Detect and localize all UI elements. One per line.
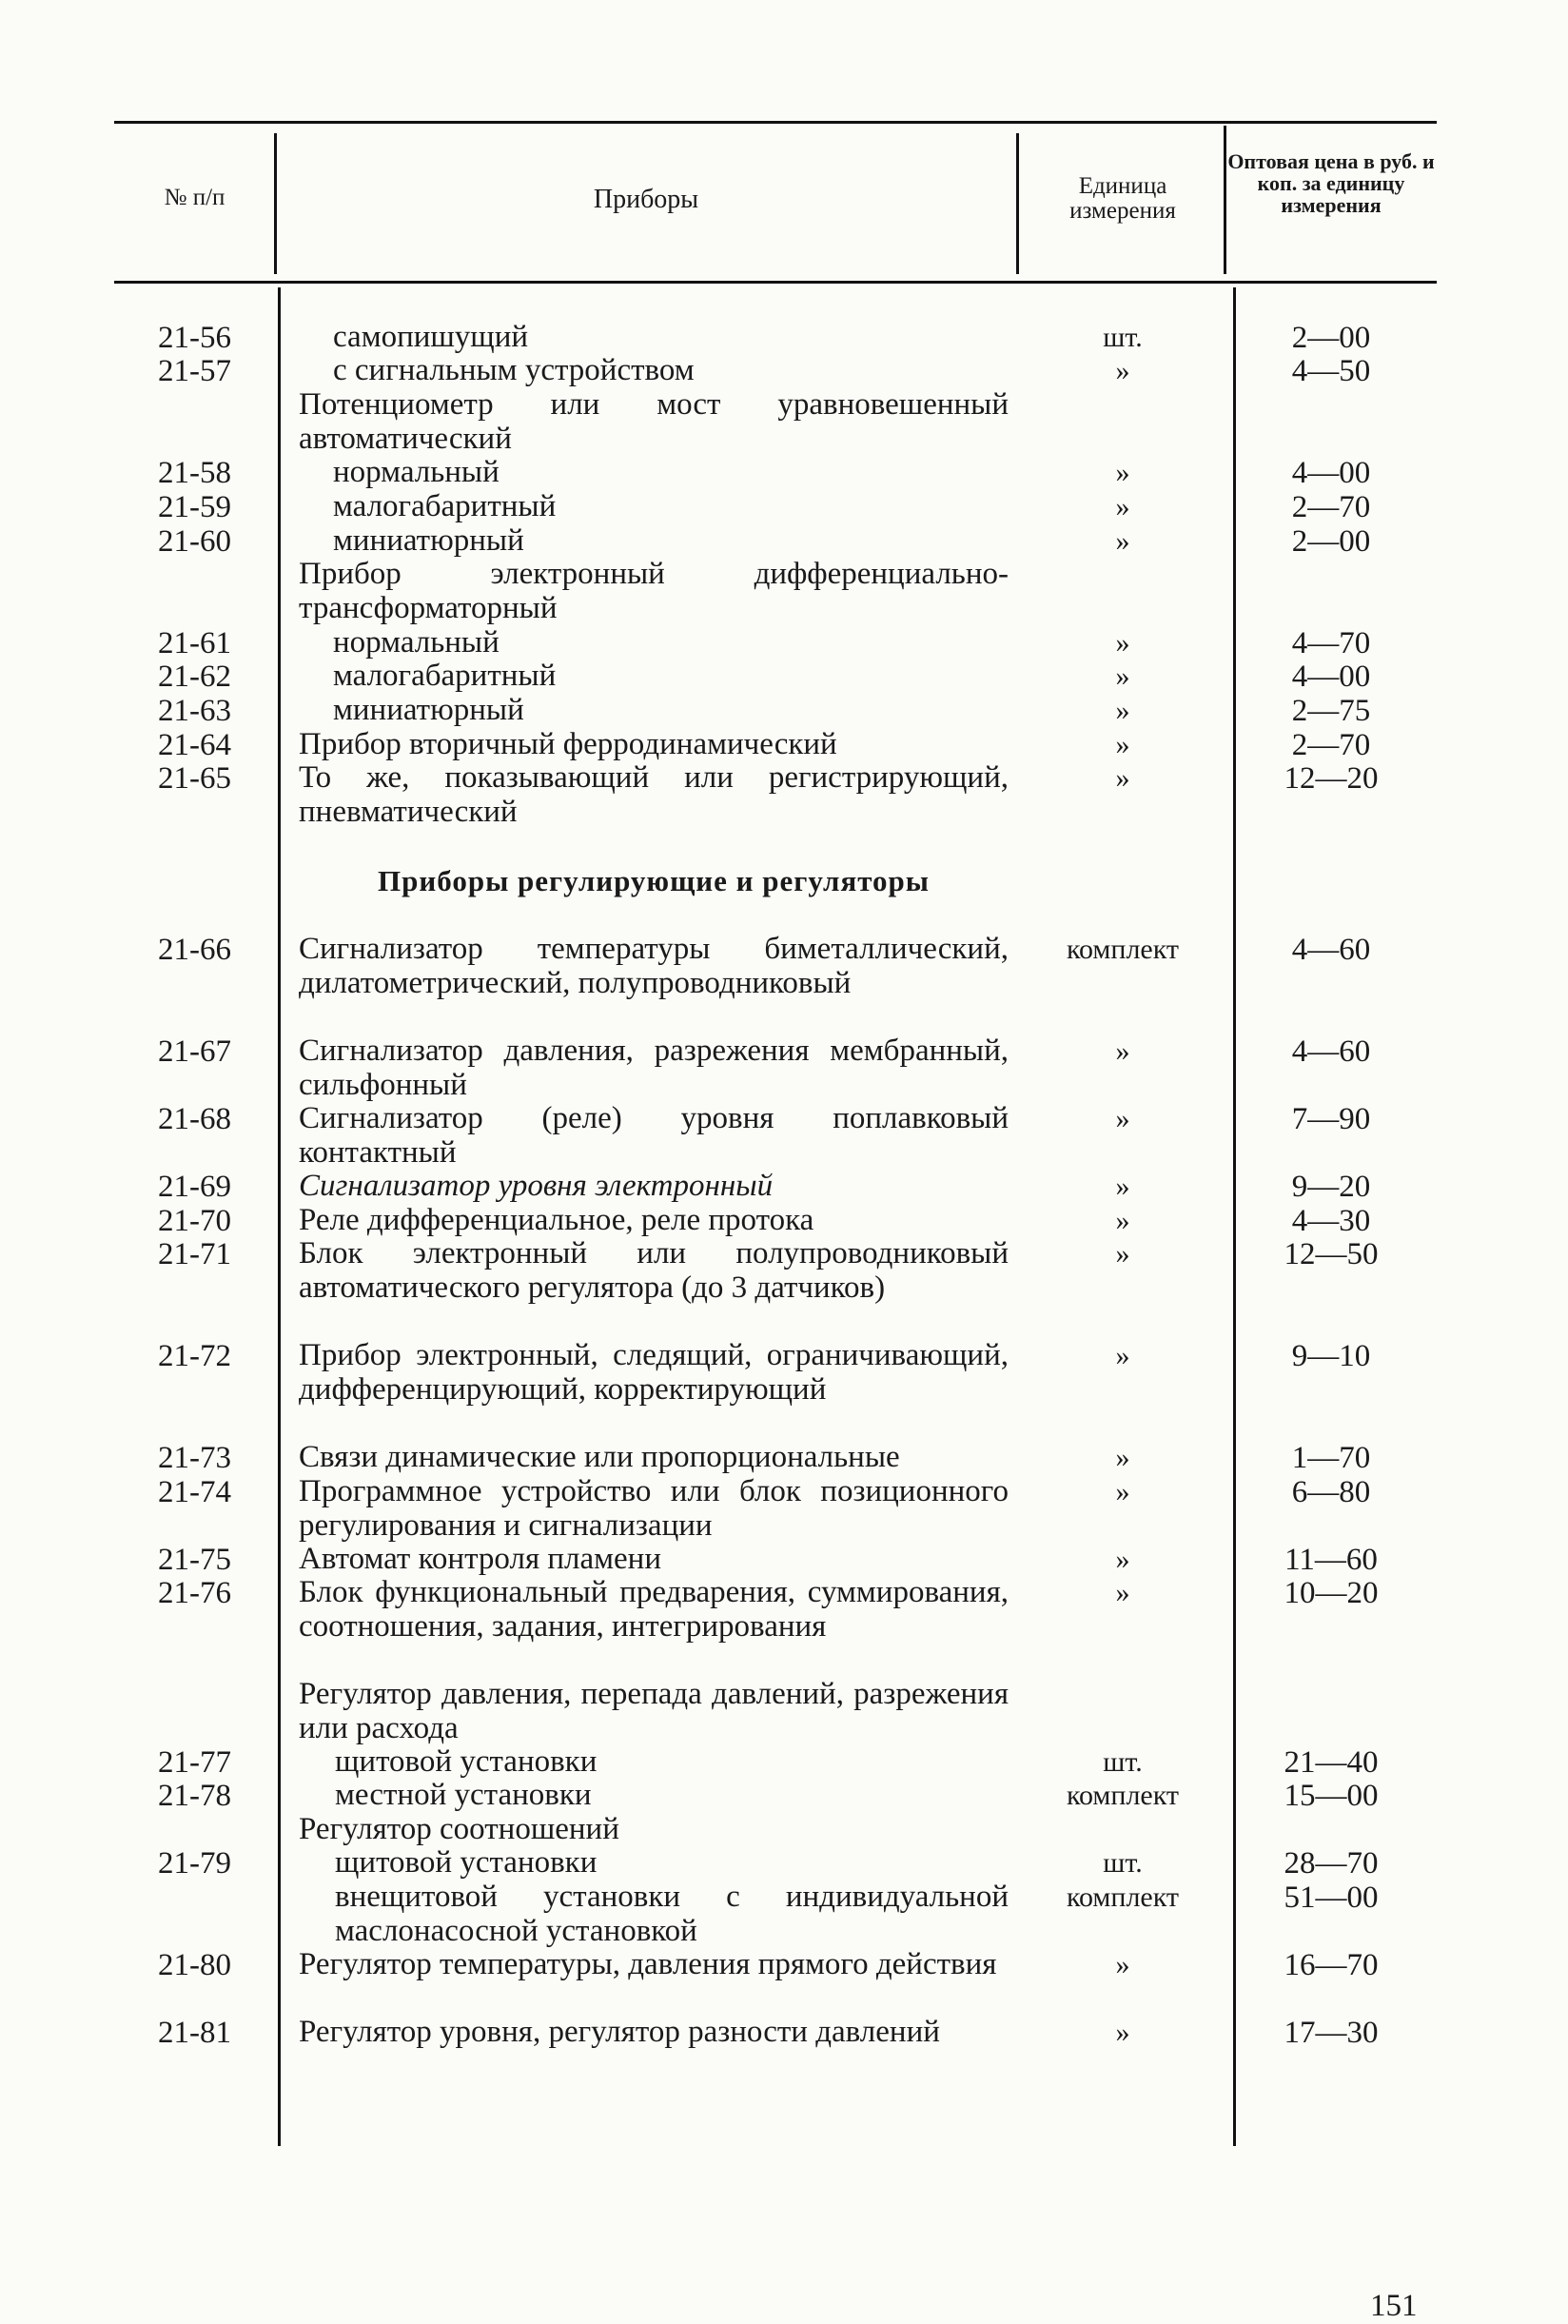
row-name: Сигнализатор давления, разрежения мембранный, сильфонный [299, 1034, 1009, 1102]
row-number: 21-68 [158, 1102, 231, 1136]
row-price: 4—00 [1291, 660, 1371, 694]
column-divider-1-body [278, 287, 281, 2146]
row-number: 21-60 [158, 524, 231, 559]
row-number: 21-75 [158, 1543, 231, 1577]
row-price: 11—60 [1284, 1543, 1378, 1577]
row-name: щитовой установки [335, 1845, 598, 1880]
row-name: Реле дифференциальное, реле протока [299, 1203, 814, 1237]
row-unit: » [1115, 491, 1130, 522]
row-unit: » [1115, 1238, 1130, 1270]
row-number: 21-57 [158, 354, 231, 388]
row-number: 21-62 [158, 660, 231, 694]
row-number: 21-74 [158, 1475, 231, 1509]
table-top-rule [114, 121, 1437, 124]
row-number: 21-77 [158, 1745, 231, 1780]
row-name: Регулятор давления, перепада давлений, разрежения или расхода [299, 1677, 1009, 1745]
header-bottom-rule [114, 281, 1437, 284]
row-number: 21-67 [158, 1034, 231, 1069]
row-unit: » [1115, 355, 1130, 386]
row-name: малогабаритный [333, 489, 557, 523]
row-price: 12—50 [1284, 1237, 1379, 1271]
row-name: щитовой установки [335, 1744, 598, 1779]
row-name: малогабаритный [333, 659, 557, 693]
row-price: 4—60 [1291, 933, 1371, 967]
row-price: 1—70 [1291, 1441, 1371, 1475]
row-name: Блок электронный или полупроводниковый автоматического регулятора (до 3 датчиков) [299, 1236, 1009, 1305]
row-price: 4—50 [1291, 354, 1371, 388]
row-price: 4—00 [1291, 456, 1371, 490]
row-name: местной установки [335, 1778, 592, 1812]
row-unit: комплект [1066, 934, 1180, 965]
row-unit: » [1115, 525, 1130, 557]
row-price: 15—00 [1284, 1779, 1379, 1813]
header-number: № п/п [164, 185, 225, 210]
row-name: Прибор электронный дифференциально-трансформаторный [299, 557, 1009, 625]
row-unit: » [1115, 1949, 1130, 1980]
row-unit: » [1115, 1577, 1130, 1608]
row-name: Сигнализатор температуры биметаллический, дилатометрический, полупроводниковый [299, 932, 1009, 1000]
row-price: 10—20 [1284, 1576, 1379, 1610]
row-number: 21-70 [158, 1204, 231, 1238]
row-number: 21-66 [158, 933, 231, 967]
row-name: Прибор электронный, следящий, ограничивающий, дифференцирующий, корректирующий [299, 1338, 1009, 1407]
row-name: Программное устройство или блок позиционного регулирования и сигнализации [299, 1474, 1009, 1543]
row-unit: » [1115, 457, 1130, 488]
header-price: Оптовая цена в руб. и коп. за единицу измерения [1227, 149, 1435, 218]
row-unit: шт. [1103, 1847, 1143, 1879]
row-price: 12—20 [1284, 761, 1379, 796]
row-unit: » [1115, 660, 1130, 692]
row-number: 21-80 [158, 1948, 231, 1982]
row-number: 21-58 [158, 456, 231, 490]
row-unit: » [1115, 695, 1130, 726]
row-unit: шт. [1103, 1746, 1143, 1778]
row-name: Связи динамические или пропорциональные [299, 1440, 900, 1474]
row-name: Потенциометр или мост уравновешенный автоматический [299, 387, 1009, 456]
column-divider-2 [1016, 133, 1019, 274]
page-number: 151 [1370, 2289, 1418, 2323]
row-number: 21-69 [158, 1170, 231, 1204]
row-unit: » [1115, 1103, 1130, 1134]
row-price: 9—10 [1291, 1339, 1371, 1373]
row-name: миниатюрный [333, 523, 524, 558]
row-number: 21-76 [158, 1576, 231, 1610]
row-price: 4—60 [1291, 1034, 1371, 1069]
row-unit: » [1115, 1205, 1130, 1236]
row-price: 51—00 [1284, 1881, 1379, 1915]
row-number: 21-72 [158, 1339, 231, 1373]
row-price: 2—00 [1291, 524, 1371, 559]
row-number: 21-56 [158, 321, 231, 355]
row-number: 21-71 [158, 1237, 231, 1271]
row-price: 4—70 [1291, 626, 1371, 660]
row-name: самопишущий [333, 320, 529, 354]
row-number: 21-81 [158, 2016, 231, 2050]
row-unit: комплект [1066, 1780, 1180, 1811]
row-name: внещитовой установки с индивидуальной маслонасосной установкой [335, 1880, 1009, 1948]
row-name: Прибор вторичный ферродинамический [299, 727, 837, 761]
row-price: 21—40 [1284, 1745, 1379, 1780]
row-name: Регулятор температуры, давления прямого действия [299, 1947, 997, 1981]
row-name: миниатюрный [333, 693, 524, 727]
row-number: 21-64 [158, 728, 231, 762]
row-name: Блок функциональный предварения, суммирования, соотношения, задания, интегрирования [299, 1575, 1009, 1644]
row-name: Регулятор соотношений [299, 1812, 619, 1846]
row-name: Сигнализатор уровня электронный [299, 1169, 774, 1203]
row-number: 21-59 [158, 490, 231, 524]
row-unit: » [1115, 2017, 1130, 2048]
row-number: 21-63 [158, 694, 231, 728]
row-unit: » [1115, 1035, 1130, 1067]
row-number: 21-65 [158, 761, 231, 796]
row-name: Автомат контроля пламени [299, 1542, 661, 1576]
column-divider-3 [1224, 126, 1226, 274]
row-unit: шт. [1103, 322, 1143, 353]
row-name: с сигнальным устройством [333, 353, 695, 387]
row-unit: » [1115, 1442, 1130, 1473]
row-unit: » [1115, 1476, 1130, 1507]
row-unit: » [1115, 762, 1130, 794]
row-price: 7—90 [1291, 1102, 1371, 1136]
row-price: 4—30 [1291, 1204, 1371, 1238]
row-price: 17—30 [1284, 2016, 1379, 2050]
header-devices: Приборы [593, 185, 699, 214]
header-unit: Единица измерения [1069, 173, 1176, 225]
row-price: 6—80 [1291, 1475, 1371, 1509]
row-unit: комплект [1066, 1881, 1180, 1913]
row-name: нормальный [333, 625, 500, 660]
row-name: Сигнализатор (реле) уровня поплавковый контактный [299, 1101, 1009, 1170]
row-unit: » [1115, 627, 1130, 659]
row-name: Регулятор уровня, регулятор разности давлений [299, 2015, 940, 2049]
row-price: 28—70 [1284, 1846, 1379, 1881]
row-number: 21-61 [158, 626, 231, 660]
section-heading: Приборы регулирующие и регуляторы [378, 864, 930, 897]
row-unit: » [1115, 1340, 1130, 1371]
row-unit: » [1115, 1544, 1130, 1575]
row-price: 2—70 [1291, 728, 1371, 762]
row-price: 2—00 [1291, 321, 1371, 355]
row-number: 21-78 [158, 1779, 231, 1813]
row-price: 2—70 [1291, 490, 1371, 524]
row-unit: » [1115, 1171, 1130, 1202]
row-number: 21-79 [158, 1846, 231, 1881]
row-price: 2—75 [1291, 694, 1371, 728]
row-price: 16—70 [1284, 1948, 1379, 1982]
row-number: 21-73 [158, 1441, 231, 1475]
row-price: 9—20 [1291, 1170, 1371, 1204]
row-name: То же, показывающий или регистрирующий, пневматический [299, 760, 1009, 829]
row-name: нормальный [333, 455, 500, 489]
row-unit: » [1115, 729, 1130, 760]
